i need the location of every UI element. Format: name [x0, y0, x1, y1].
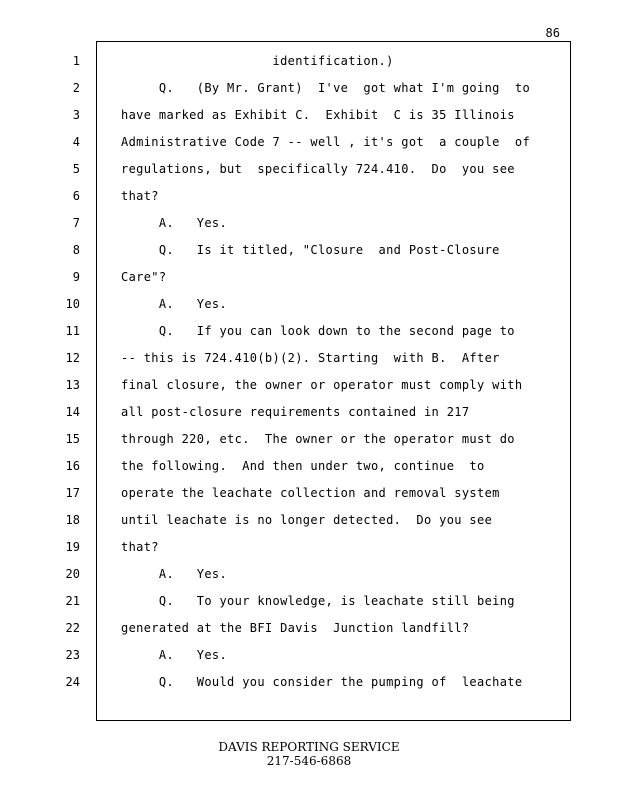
- line-number: 21: [65, 594, 80, 608]
- transcript-line: that?: [121, 189, 159, 203]
- line-number: 3: [72, 108, 80, 122]
- transcript-line: A. Yes.: [121, 297, 228, 311]
- transcript-line: A. Yes.: [121, 567, 228, 581]
- line-number: 10: [65, 297, 80, 311]
- line-number: 22: [65, 621, 80, 635]
- transcript-line: Q. To your knowledge, is leachate still being: [121, 594, 515, 608]
- line-number: 4: [72, 135, 80, 149]
- transcript-line: operate the leachate collection and removal system: [121, 486, 500, 500]
- transcript-line: Q. (By Mr. Grant) I've got what I'm going to: [121, 81, 531, 95]
- transcript-line: Q. Would you consider the pumping of leachate: [121, 675, 523, 689]
- transcript-line: -- this is 724.410(b)(2). Starting with B. After: [121, 351, 500, 365]
- line-number: 8: [72, 243, 80, 257]
- transcript-line: Administrative Code 7 -- well , it's got a couple of: [121, 135, 531, 149]
- line-number: 24: [65, 675, 80, 689]
- line-number: 23: [65, 648, 80, 662]
- line-number: 14: [65, 405, 80, 419]
- footer-company-name: DAVIS REPORTING SERVICE: [218, 740, 400, 754]
- transcript-line: regulations, but specifically 724.410. Do you see: [121, 162, 515, 176]
- line-number: 13: [65, 378, 80, 392]
- line-number: 11: [65, 324, 80, 338]
- transcript-text: [121, 54, 566, 702]
- line-number: 15: [65, 432, 80, 446]
- transcript-line: Q. If you can look down to the second page to: [121, 324, 515, 338]
- line-number: 6: [72, 189, 80, 203]
- transcript-line: until leachate is no longer detected. Do you see: [121, 513, 493, 527]
- line-number: 19: [65, 540, 80, 554]
- line-number: 9: [72, 270, 80, 284]
- transcript-line: Care"?: [121, 270, 167, 284]
- transcript-line: through 220, etc. The owner or the operator must do: [121, 432, 515, 446]
- transcript-line: generated at the BFI Davis Junction landfill?: [121, 621, 470, 635]
- line-number-column: [40, 54, 80, 702]
- transcript-line: identification.): [121, 54, 394, 68]
- transcript-line: that?: [121, 540, 159, 554]
- transcript-line: have marked as Exhibit C. Exhibit C is 35 Illinois: [121, 108, 515, 122]
- line-number: 18: [65, 513, 80, 527]
- page-number: 86: [545, 26, 560, 40]
- footer-phone-number: 217-546-6868: [266, 754, 352, 768]
- transcript-line: A. Yes.: [121, 648, 228, 662]
- transcript-line: A. Yes.: [121, 216, 228, 230]
- transcript-line: Q. Is it titled, "Closure and Post-Closure: [121, 243, 500, 257]
- transcript-line: the following. And then under two, continue to: [121, 459, 485, 473]
- line-number: 17: [65, 486, 80, 500]
- line-number: 7: [72, 216, 80, 230]
- line-number: 1: [72, 54, 80, 68]
- line-number: 12: [65, 351, 80, 365]
- line-number: 2: [72, 81, 80, 95]
- transcript-line: final closure, the owner or operator must comply with: [121, 378, 523, 392]
- transcript-line: all post-closure requirements contained in 217: [121, 405, 470, 419]
- line-number: 5: [72, 162, 80, 176]
- line-number: 20: [65, 567, 80, 581]
- line-number: 16: [65, 459, 80, 473]
